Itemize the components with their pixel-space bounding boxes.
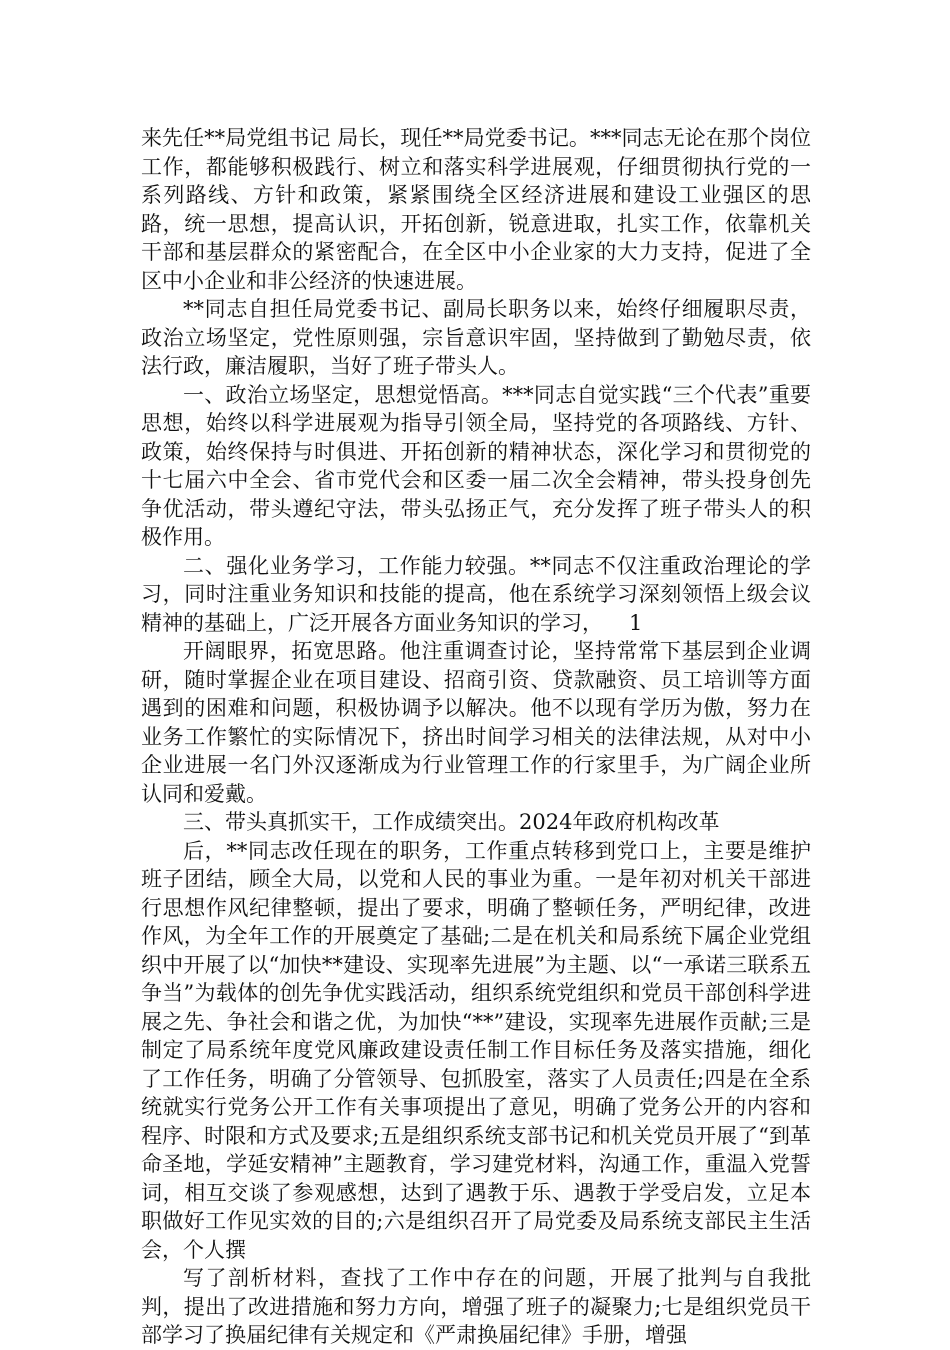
paragraph-3: 一、政治立场坚定，思想觉悟高。***同志自觉实践“三个代表”重要思想，始终以科学进展观为指导引领全局，坚持党的各项路线、方针、政策，始终保持与时俱进、开拓创新的精神状态，深化学习和贯彻党的十七届六中全会、省市党代会和区委一届二次全会精神，带头投身创先争优活动，带头遵纪守法，带头弘扬正气，充分发挥了班子带头人的积极作用。 [141, 382, 811, 549]
paragraph-8: 写了剖析材料，查找了工作中存在的问题，开展了批判与自我批判，提出了改进措施和努力方向，增强了班子的凝聚力;七是组织党员干部学习了换届纪律有关规定和《严肃换届纪律》手册，增强 [141, 1266, 811, 1347]
paragraph-4 [141, 552, 811, 638]
paragraph-4-text: 二、强化业务学习，工作能力较强。**同志不仅注重政治理论的学习，同时注重业务知识和技能的提高，他在系统学习深刻领悟上级会议精神的基础上，广泛开展各方面业务知识的学习， [141, 553, 811, 635]
paragraph-5: 开阔眼界，拓宽思路。他注重调查讨论，坚持常常下基层到企业调研，随时掌握企业在项目建设、招商引资、贷款融资、员工培训等方面遇到的困难和问题，积极协调予以解决。他不以现有学历为傲，努力在业务工作繁忙的实际情况下，挤出时间学习相关的法律法规，从对中小企业进展一名门外汉逐渐成为行业管理工作的行家里手，为广阔企业所认同和爱戴。 [141, 639, 811, 806]
page-number: 1 [629, 610, 643, 635]
document-page [141, 124, 811, 1350]
paragraph-6: 三、带头真抓实干，工作成绩突出。2024年政府机构改革 [183, 810, 720, 834]
paragraph-7: 后，**同志改任现在的职务，工作重点转移到党口上，主要是维护班子团结，顾全大局，以党和人民的事业为重。一是年初对机关干部进行思想作风纪律整顿，提出了要求，明确了整顿任务，严明纪律，改进作风，为全年工作的开展奠定了基础;二是在机关和局系统下属企业党组织中开展了以“加快**建设、实现率先进展”为主题、以“一承诺三联系五争当”为载体的创先争优实践活动，组织系统党组织和党员干部创科学进展之先、争社会和谐之优，为加快“**”建设，实现率先进展作贡献;三是制定了局系统年度党风廉政建设责任制工作目标任务及落实措施，细化了工作任务，明确了分管领导、包抓股室，落实了人员责任;四是在全系统就实行党务公开工作有关事项提出了意见，明确了党务公开的内容和程序、时限和方式及要求;五是组织系统支部书记和机关党员开展了“到革命圣地，学延安精神”主题教育，学习建党材料，沟通工作，重温入党誓词，相互交谈了参观感想，达到了遇教于乐、遇教于学受启发，立足本职做好工作见实效的目的;六是组织召开了局党委及局系统支部民主生活会，个人撰 [141, 838, 811, 1262]
paragraph-2: **同志自担任局党委书记、副局长职务以来，始终仔细履职尽责，政治立场坚定，党性原则强，宗旨意识牢固，坚持做到了勤勉尽责，依法行政，廉洁履职，当好了班子带头人。 [141, 297, 811, 378]
paragraph-1: 来先任**局党组书记 局长，现任**局党委书记。***同志无论在那个岗位工作，都能够积极践行、树立和落实科学进展观，仔细贯彻执行党的一系列路线、方针和政策，紧紧围绕全区经济进展和建设工业强区的思路，统一思想，提高认识，开拓创新，锐意进取，扎实工作，依靠机关干部和基层群众的紧密配合，在全区中小企业家的大力支持，促进了全区中小企业和非公经济的快速进展。 [141, 126, 811, 293]
